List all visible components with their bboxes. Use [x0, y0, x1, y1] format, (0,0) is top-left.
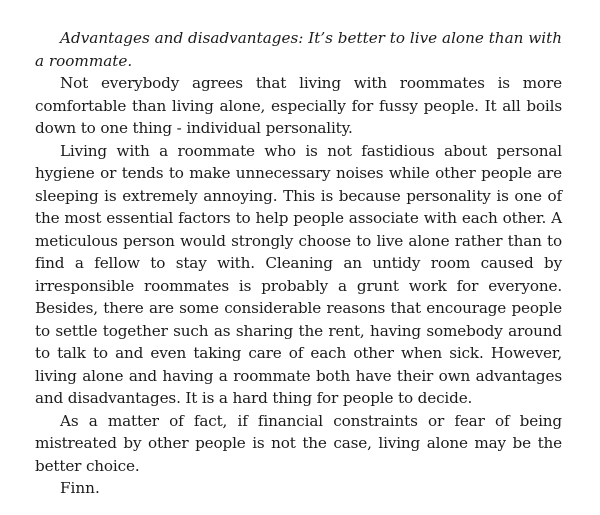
author-signoff: Finn.	[60, 479, 100, 497]
essay-title: Advantages and disadvantages: It’s better to live alone than with a roommate.	[35, 29, 562, 70]
paragraph-conclusion: As a matter of fact, if financial constraints or fear of being mistreated by other people is not the case, living alone may be the better choice.	[35, 411, 562, 475]
paragraph-body: Living with a roommate who is not fastidious about personal hygiene or tends to make unnecessary noises while other people are sleeping is extremely annoying. This is because personality is one of the most essential factors to help people associate with each other. A meticulous person would strongly choose to live alone rather than to find a fellow to stay with. Cleaning an untidy room caused by irresponsible roommates is probably a grunt work for everyone. Besides, there are some considerable reasons that encourage people to settle together such as sharing the rent, having somebody around to talk to and even taking care of each other when sick. However, living alone and having a roommate both have their own advantages and disadvantages. It is a hard thing for people to decide.	[35, 141, 562, 407]
paragraph-intro: Not everybody agrees that living with roommates is more comfortable than living alone, especially for fussy people. It all boils down to one thing - individual personality.	[35, 74, 562, 137]
